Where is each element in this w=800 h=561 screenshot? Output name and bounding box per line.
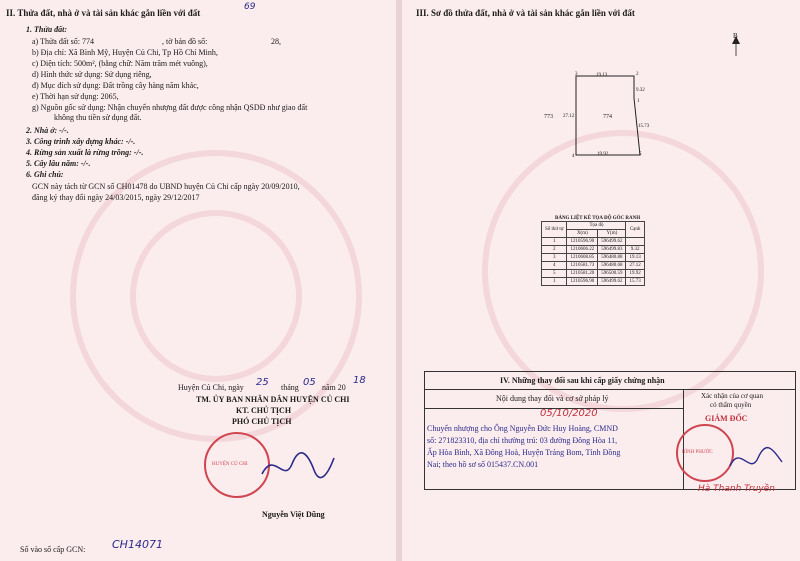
parcel-sketch [520, 28, 790, 168]
north-arrow-label: B [733, 32, 738, 40]
parcel-label: 774 [603, 114, 612, 120]
signer-name: Nguyễn Việt Dũng [262, 510, 325, 519]
issue-day: 25 [256, 377, 269, 388]
section-4-title: IV. Những thay đổi sau khi cấp giấy chứng nhận [500, 376, 665, 385]
table-row: 2 1210606.22 596499.83 9.32 [542, 246, 645, 254]
changes-col-cert-1: Xác nhận của cơ quan [701, 392, 764, 400]
neighbor-label: 773 [544, 114, 553, 120]
gcn-label: Số vào sổ cấp GCN: [20, 545, 86, 554]
director-title: GIÁM ĐỐC [705, 414, 748, 423]
land-map-sheet-label: , tờ bản đồ số: [162, 37, 208, 46]
corner-4: 4 [572, 154, 575, 159]
vice-chairman: PHÓ CHỦ TỊCH [232, 417, 292, 426]
handwritten-mark: 69 [244, 2, 256, 12]
table-subheader-y: Y(m) [598, 230, 626, 238]
table-row: 4 1210581.73 596480.68 27.12 [542, 262, 645, 270]
edge-bottom: 19.92 [597, 152, 609, 157]
land-parcel-number: a) Thửa đất số: 774 [32, 37, 94, 46]
edge-right-top: 9.32 [636, 88, 645, 93]
notes-line-2: đăng ký thay đổi ngày 24/03/2015, ngày 29/12/2017 [32, 193, 200, 202]
table-row: 3 1210608.85 596480.88 19.13 [542, 254, 645, 262]
table-header-edge: Cạnh [626, 222, 644, 238]
official-seal-right: BÌNH PHƯỚC [676, 424, 734, 482]
land-usage-purpose: đ) Mục đích sử dụng: Đất trồng cây hàng năm khác, [32, 81, 199, 90]
table-row: 1 1210596.90 596499.62 [542, 238, 645, 246]
issue-date-place: Huyện Củ Chi, ngày [178, 383, 244, 392]
land-usage-form: d) Hình thức sử dụng: Sử dụng riêng, [32, 70, 152, 79]
coord-table [541, 221, 645, 286]
issue-month-label: tháng [281, 383, 299, 392]
changes-col-content: Nội dung thay đổi và cơ sở pháp lý [496, 394, 609, 403]
land-origin: g) Nguồn gốc sử dụng: Nhận chuyển nhượng đất được công nhận QSDĐ như giao đất [32, 103, 308, 112]
changes-col-cert-2: có thẩm quyền [710, 401, 752, 409]
land-area: c) Diện tích: 500m², (bằng chữ: Năm trăm mét vuông), [32, 59, 208, 68]
construction-line: 3. Công trình xây dựng khác: -/-. [26, 137, 136, 146]
signature-left [258, 444, 338, 486]
land-heading: 1. Thửa đất: [26, 25, 68, 34]
background-drum-pattern-inner [130, 210, 302, 382]
change-line-1: Chuyển nhượng cho Ông Nguyễn Đức Huy Hoàng, CMND [427, 424, 618, 433]
edge-left: 27.12 [563, 114, 575, 119]
change-line-3: Ấp Hòa Bình, Xã Đông Hoà, Huyện Trảng Bom, Tỉnh Đồng [427, 448, 621, 457]
land-address: b) Địa chỉ: Xã Bình Mỹ, Huyện Củ Chi, Tp Hồ Chí Minh, [32, 48, 218, 57]
corner-2: 2 [636, 72, 639, 77]
issuing-org: TM. ỦY BAN NHÂN DÂN HUYỆN CỦ CHI [196, 395, 350, 404]
change-date: 05/10/2020 [540, 408, 598, 419]
director-name: Hà Thanh Truyền [698, 484, 775, 494]
land-origin-cont: không thu tiền sử dụng đất. [54, 113, 142, 122]
land-map-sheet-number: 28, [271, 37, 281, 46]
coord-table-title: BẢNG LIỆT KÊ TỌA ĐỘ GÓC RANH [555, 216, 641, 221]
section-2-title: II. Thửa đất, nhà ở và tài sản khác gắn liền với đất [6, 8, 201, 18]
section-3-title: III. Sơ đồ thửa đất, nhà ở và tài sản khác gắn liền với đất [416, 8, 635, 18]
kt-chairman: KT. CHỦ TỊCH [236, 406, 292, 415]
edge-top: 19.13 [596, 73, 608, 78]
table-subheader-x: X(m) [567, 230, 598, 238]
corner-1: 1 [637, 99, 640, 104]
land-usage-term: e) Thời hạn sử dụng: 2065, [32, 92, 119, 101]
gcn-number: CH14071 [112, 538, 163, 551]
notes-line-1: GCN này tách từ GCN số CH01478 do UBND huyện Củ Chi cấp ngày 20/09/2010, [32, 182, 300, 191]
corner-3: 3 [575, 72, 578, 77]
corner-5: 5 [639, 152, 642, 157]
issue-year: 18 [353, 375, 366, 386]
notes-heading: 6. Ghi chú: [26, 170, 64, 179]
signature-right [726, 440, 786, 480]
table-row: 5 1210581.20 596500.59 19.92 [542, 270, 645, 278]
issue-month: 05 [303, 377, 316, 388]
edge-right-bottom: 15.73 [638, 124, 650, 129]
issue-year-label: năm 20 [322, 383, 346, 392]
table-row: 1 1210596.90 596499.62 15.73 [542, 278, 645, 286]
trees-line: 5. Cây lâu năm: -/-. [26, 159, 91, 168]
house-line: 2. Nhà ở: -/-. [26, 126, 69, 135]
table-header-index: Số thứ tự [542, 222, 567, 238]
official-seal-left: HUYỆN CỦ CHI [204, 432, 270, 498]
left-page [0, 0, 396, 561]
change-line-2: số: 271823310, địa chỉ thường trú: 03 đường Đông Hòa 11, [427, 436, 618, 445]
table-header-coords: Tọa độ [567, 222, 626, 230]
forest-line: 4. Rừng sản xuất là rừng trồng: -/-. [26, 148, 144, 157]
change-line-4: Nai; theo hồ sơ số 015437.CN.001 [427, 460, 539, 469]
